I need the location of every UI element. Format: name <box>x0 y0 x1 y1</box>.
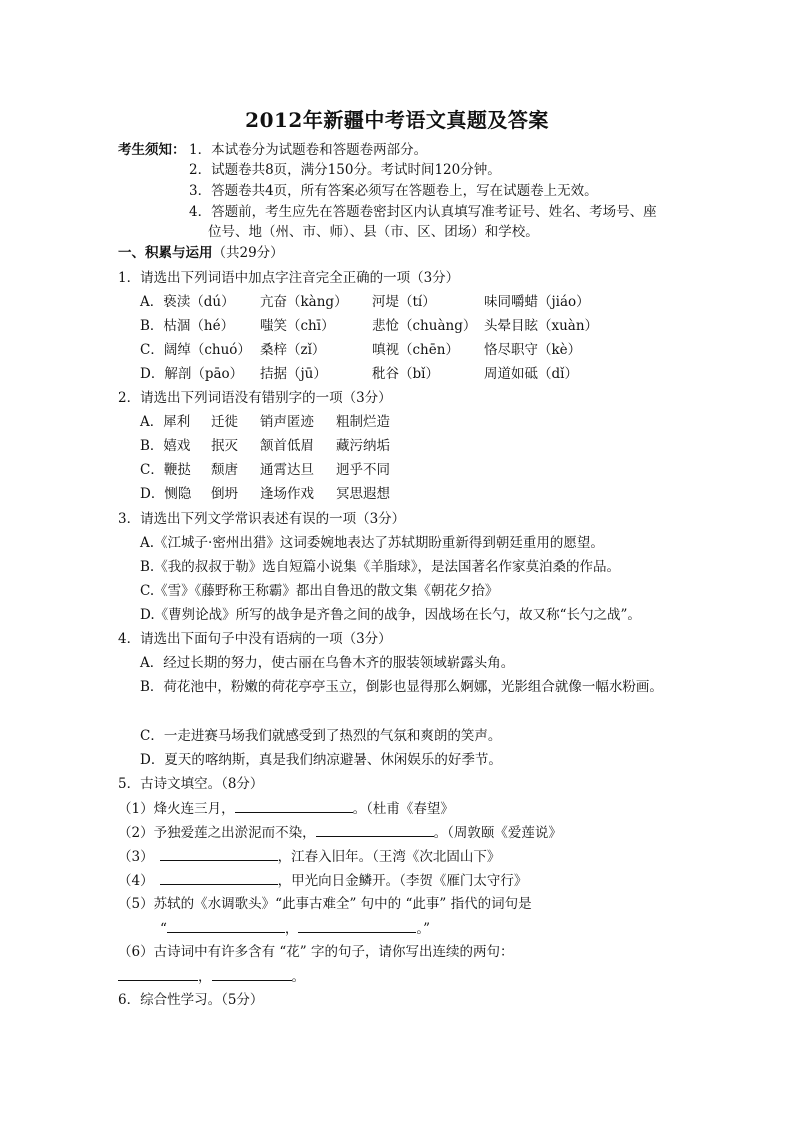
q5-item-2 <box>118 822 562 843</box>
q1-b-2: 嗤笑（chī） <box>260 318 335 334</box>
q1-a-1: A．亵渎（dú） <box>140 294 235 310</box>
q2-a-4: 粗制烂造 <box>336 414 390 430</box>
q5-item-6: （6）古诗词中有许多含有 “花” 字的句子，请你写出连续的两句： <box>118 944 514 960</box>
q2-b-4: 藏污纳垢 <box>336 438 390 454</box>
q1-d-2: 拮据（jū） <box>260 366 327 382</box>
q1-d-4: 周道如砥（dǐ） <box>484 366 578 382</box>
q2-d-1: D．恻隐 <box>140 486 192 502</box>
q2-d-3: 逢场作戏 <box>260 486 314 502</box>
q2-b-2: 抿灭 <box>211 438 238 454</box>
q2-b-1: B．嬉戏 <box>140 438 191 454</box>
q1-b-3: 悲怆（chuàng） <box>372 318 477 334</box>
q2-a-2: 迁徙 <box>211 414 238 430</box>
q5-item-5-answers <box>160 918 430 939</box>
q2-b-3: 颔首低眉 <box>260 438 314 454</box>
answer-blank[interactable] <box>235 798 353 813</box>
notice-item-2: 2．试题卷共8页，满分150分。考试时间120分钟。 <box>189 162 501 178</box>
q5-item-3 <box>118 846 500 867</box>
notice-label: 考生须知： <box>118 142 186 158</box>
q4-option-c: C．一走进赛马场我们就感受到了热烈的气氛和爽朗的笑声。 <box>140 728 502 744</box>
answer-blank[interactable] <box>298 918 416 933</box>
open-quote: “ <box>160 921 167 937</box>
page-title: 2012年新疆中考语文真题及答案 <box>245 108 549 132</box>
q5-item-5: （5）苏轼的《水调歌头》“此事古难全” 句中的 “此事” 指代的词句是 <box>118 896 532 912</box>
q5-item-1 <box>118 798 454 819</box>
q2-stem: 2．请选出下列词语没有错别字的一项（3分） <box>118 390 392 406</box>
q2-c-3: 通霄达旦 <box>260 462 314 478</box>
period: 。 <box>291 969 305 985</box>
q5-item-2-pre: （2）予独爱莲之出淤泥而不染， <box>118 825 316 841</box>
q5-item-4 <box>118 870 527 891</box>
q3-stem: 3．请选出下列文学常识表述有误的一项（3分） <box>118 511 406 527</box>
q2-c-1: C．鞭挞 <box>140 462 191 478</box>
q1-c-2: 桑梓（zǐ） <box>260 342 326 358</box>
q1-c-4: 恪尽职守（kè） <box>484 342 582 358</box>
q5-item-1-post: 。（杜甫《春望》 <box>352 801 454 817</box>
section-heading-text: 一、积累与运用 <box>118 245 213 261</box>
q2-d-2: 倒坍 <box>211 486 238 502</box>
answer-blank[interactable] <box>118 966 198 981</box>
q3-option-b: B.《我的叔叔于勒》选自短篇小说集《羊脂球》，是法国著名作家莫泊桑的作品。 <box>140 559 620 575</box>
q2-a-1: A．犀利 <box>140 414 191 430</box>
q2-c-2: 颓唐 <box>211 462 238 478</box>
q4-stem: 4．请选出下面句子中没有语病的一项（3分） <box>118 631 392 647</box>
q5-stem: 5．古诗文填空。（8分） <box>118 776 264 792</box>
notice-item-4: 4．答题前，考生应先在答题卷密封区内认真填写准考证号、姓名、考场号、座 <box>189 204 657 220</box>
answer-blank[interactable] <box>212 966 292 981</box>
answer-blank[interactable] <box>160 846 278 861</box>
q2-d-4: 冥思遐想 <box>336 486 390 502</box>
q4-option-b: B．荷花池中，粉嫩的荷花亭亭玉立，倒影也显得那么婀娜，光影组合就像一幅水粉画。 <box>140 679 663 695</box>
comma: ， <box>284 921 299 937</box>
answer-blank[interactable] <box>316 822 434 837</box>
answer-blank[interactable] <box>160 870 278 885</box>
q5-item-4-post: ，甲光向日金鳞开。（李贺《雁门太守行》 <box>277 873 528 889</box>
comma: ， <box>198 969 212 985</box>
q5-item-4-pre: （4） <box>118 873 154 889</box>
q1-c-3: 嗔视（chēn） <box>372 342 459 358</box>
section-heading <box>118 243 284 263</box>
notice-item-4-cont: 位号、地（州、市、师）、县（市、区、团场）和学校。 <box>208 224 539 240</box>
q5-item-2-post: 。（周敦颐《爱莲说》 <box>433 825 562 841</box>
q1-a-3: 河堤（tí） <box>372 294 436 310</box>
q5-item-3-post: ，江春入旧年。（王湾《次北固山下》 <box>277 849 501 865</box>
q4-option-d: D．夏天的喀纳斯，真是我们纳凉避暑、休闲娱乐的好季节。 <box>140 752 502 768</box>
q5-item-6-answers <box>118 966 305 987</box>
q4-option-a: A．经过长期的努力，使古丽在乌鲁木齐的服装领域崭露头角。 <box>140 655 515 671</box>
notice-item-1: 1．本试卷分为试题卷和答题卷两部分。 <box>189 142 428 158</box>
close-quote: 。” <box>416 921 431 937</box>
q1-a-2: 亢奋（kàng） <box>260 294 348 310</box>
q1-d-3: 秕谷（bǐ） <box>372 366 439 382</box>
q3-option-d: D.《曹刿论战》所写的战争是齐鲁之间的战争，因战场在长勺，故又称“长勺之战”。 <box>140 607 641 623</box>
answer-blank[interactable] <box>167 918 285 933</box>
q1-a-4: 味同嚼蜡（jiáo） <box>484 294 590 310</box>
q1-b-4: 头晕目眩（xuàn） <box>484 318 599 334</box>
q1-c-1: C．阔绰（chuó） <box>140 342 251 358</box>
section-score: （共29分） <box>212 245 284 261</box>
notice-item-3: 3．答题卷共4页，所有答案必须写在答题卷上，写在试题卷上无效。 <box>189 183 598 199</box>
q1-d-1: D．解剖（pāo） <box>140 366 244 382</box>
q2-c-4: 迥乎不同 <box>336 462 390 478</box>
q5-item-3-pre: （3） <box>118 849 154 865</box>
q3-option-c: C.《雪》《藤野称王称霸》都出自鲁迅的散文集《朝花夕拾》 <box>140 583 499 599</box>
q3-option-a: A.《江城子·密州出猎》这词委婉地表达了苏轼期盼重新得到朝廷重用的愿望。 <box>140 535 604 551</box>
q1-stem: 1．请选出下列词语中加点字注音完全正确的一项（3分） <box>118 270 460 286</box>
q6-stem: 6．综合性学习。（5分） <box>118 992 264 1008</box>
q5-item-1-pre: （1）烽火连三月， <box>118 801 235 817</box>
q2-a-3: 销声匿迹 <box>260 414 314 430</box>
q1-b-1: B．枯涸（hé） <box>140 318 235 334</box>
